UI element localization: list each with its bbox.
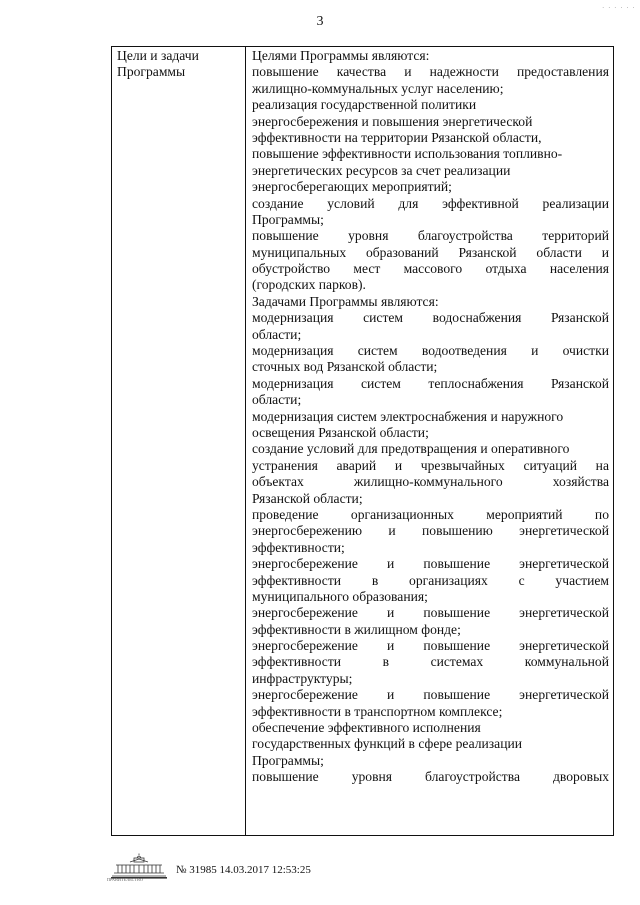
content-line: Рязанской области; <box>252 490 363 506</box>
registration-time: 12:53:25 <box>271 864 311 876</box>
content-line: эффективности в организациях с участием <box>252 572 609 588</box>
content-line: повышение качества и надежности предоставления <box>252 64 609 80</box>
table-row <box>112 47 614 836</box>
content-line: сточных вод Рязанской области; <box>252 359 438 375</box>
content-line: энергосбережение и повышение энергетической <box>252 556 609 572</box>
content-line: области; <box>252 392 302 408</box>
content-line: Программы; <box>252 752 324 768</box>
content-line: энергосбережение и повышение энергетической <box>252 638 609 654</box>
emblem-caption: ПРАВИТЕЛЬСТВО <box>107 877 144 882</box>
content-line: муниципальных образований Рязанской области и <box>252 244 609 260</box>
content-line: создание условий для эффективной реализации <box>252 195 609 211</box>
content-line: Задачами Программы являются: <box>252 293 439 309</box>
row-label: Цели и задачи Программы <box>112 47 246 836</box>
content-line: эффективности в жилищном фонде; <box>252 621 461 637</box>
content-line: модернизация систем водоснабжения Рязанской <box>252 310 609 326</box>
content-line: эффективности в транспортном комплексе; <box>252 703 503 719</box>
content-line: энергосбережение и повышение энергетической <box>252 605 609 621</box>
content-line: объектах жилищно-коммунального хозяйства <box>252 474 609 490</box>
content-line: создание условий для предотвращения и оперативного <box>252 441 570 457</box>
page-number: 3 <box>316 14 324 29</box>
content-line: энергосбережению и повышению энергетической <box>252 523 609 539</box>
content-line: области; <box>252 326 302 342</box>
content-line: повышение уровня благоустройства дворовых <box>252 769 609 785</box>
content-line: эффективности; <box>252 539 345 555</box>
content-line: (городских парков). <box>252 277 366 293</box>
content-line: реализация государственной политики <box>252 97 477 113</box>
content-line: инфраструктуры; <box>252 670 353 686</box>
registration-footer <box>108 853 311 879</box>
content-line: эффективности на территории Рязанской области, <box>252 129 542 145</box>
content-line: обеспечение эффективного исполнения <box>252 720 481 736</box>
program-passport-table <box>111 46 614 836</box>
content-line: государственных функций в сфере реализации <box>252 736 523 752</box>
row-content <box>246 47 614 836</box>
content-line: муниципального образования; <box>252 588 428 604</box>
content-line: энергосбережения и повышения энергетической <box>252 113 533 129</box>
content-line: эффективности в системах коммунальной <box>252 654 609 670</box>
content-line: Программы; <box>252 211 324 227</box>
content-line: модернизация систем теплоснабжения Рязанской <box>252 375 609 391</box>
registration-number: № 31985 <box>176 864 217 876</box>
corner-mark: · · · · · · <box>602 4 636 12</box>
content-line: энергосбережение и повышение энергетической <box>252 687 609 703</box>
content-line: освещения Рязанской области; <box>252 424 429 440</box>
government-building-icon <box>108 853 170 879</box>
content-line: модернизация систем водоотведения и очистки <box>252 343 609 359</box>
registration-date: 14.03.2017 <box>219 864 269 876</box>
content-line: жилищно-коммунальных услуг населению; <box>252 80 504 96</box>
content-line: модернизация систем электроснабжения и наружного <box>252 408 564 424</box>
registration-stamp <box>176 864 311 879</box>
content-line: повышение уровня благоустройства территорий <box>252 228 609 244</box>
content-line: повышение эффективности использования топливно- <box>252 146 563 162</box>
content-line: устранения аварий и чрезвычайных ситуаций на <box>252 457 609 473</box>
content-line: обустройство мест массового отдыха населения <box>252 261 609 277</box>
content-line: энергетических ресурсов за счет реализации <box>252 162 511 178</box>
content-line: проведение организационных мероприятий по <box>252 506 609 522</box>
content-line: энергосберегающих мероприятий; <box>252 179 452 195</box>
content-line: Целями Программы являются: <box>252 48 430 63</box>
